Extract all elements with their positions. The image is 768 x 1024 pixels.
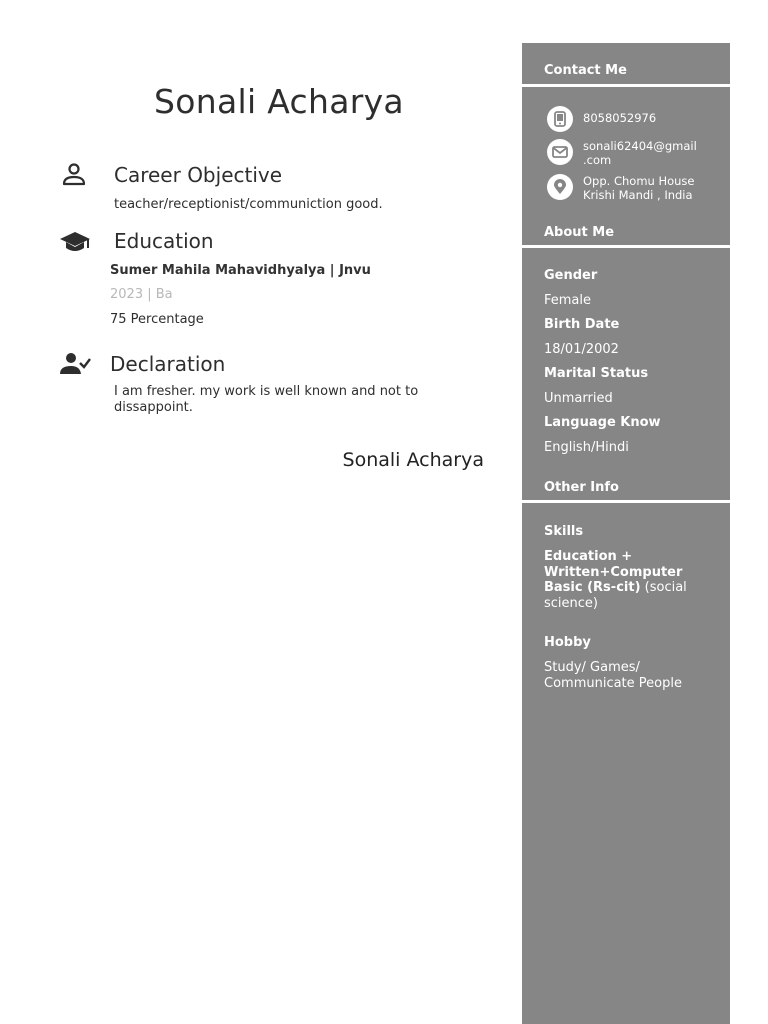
marital-status-label: Marital Status <box>544 366 649 381</box>
hobby-label: Hobby <box>544 635 591 650</box>
contact-address-line1: Opp. Chomu House <box>583 174 695 188</box>
phone-icon <box>547 106 573 132</box>
about-divider <box>522 245 730 248</box>
other-info-divider <box>522 500 730 503</box>
hobby-value <box>544 660 724 691</box>
hobby-line2: Communicate People <box>544 675 682 691</box>
language-value: English/Hindi <box>544 440 629 455</box>
signature: Sonali Acharya <box>342 449 484 471</box>
marital-status-value: Unmarried <box>544 391 613 406</box>
education-year-degree: 2023 | Ba <box>110 287 173 302</box>
contact-address <box>583 174 723 202</box>
birth-date-label: Birth Date <box>544 317 620 332</box>
contact-email-line2: .com <box>583 153 612 167</box>
location-pin-icon <box>547 174 573 200</box>
skills-line2: Written+Computer <box>544 564 683 580</box>
person-icon <box>59 162 91 188</box>
gender-value: Female <box>544 293 592 308</box>
birth-date-value: 18/01/2002 <box>544 342 619 357</box>
contact-heading: Contact Me <box>544 63 627 78</box>
education-title: Education <box>114 229 214 253</box>
education-result: 75 Percentage <box>110 312 204 327</box>
other-info-heading: Other Info <box>544 480 619 495</box>
person-check-icon <box>59 351 91 377</box>
career-objective-title: Career Objective <box>114 163 283 187</box>
about-heading: About Me <box>544 225 615 240</box>
contact-phone: 8058052976 <box>583 111 657 125</box>
skills-line3-rest: (social <box>640 580 687 595</box>
skills-line4: science) <box>544 595 598 611</box>
skills-line3 <box>544 580 724 596</box>
graduation-cap-icon <box>59 229 91 255</box>
contact-email-line1: sonali62404@gmail <box>583 139 697 153</box>
career-objective-text: teacher/receptionist/communiction good. <box>114 197 383 212</box>
gender-label: Gender <box>544 268 598 283</box>
skills-value <box>544 549 724 611</box>
hobby-line1: Study/ Games/ <box>544 660 640 675</box>
skills-label: Skills <box>544 524 584 539</box>
skills-line3-bold: Basic (Rs-cit) <box>544 580 641 595</box>
resume-name: Sonali Acharya <box>154 82 404 121</box>
declaration-title: Declaration <box>110 352 226 376</box>
contact-divider <box>522 84 730 87</box>
education-institution: Sumer Mahila Mahavidhyalya | Jnvu <box>110 263 371 278</box>
sidebar <box>522 43 730 1024</box>
skills-line1: Education + <box>544 549 633 564</box>
declaration-text: I am fresher. my work is well known and not to dissappoint. <box>114 384 419 415</box>
email-icon <box>547 139 573 165</box>
contact-email <box>583 139 723 167</box>
language-label: Language Know <box>544 415 661 430</box>
contact-address-line2: Krishi Mandi , India <box>583 188 693 202</box>
